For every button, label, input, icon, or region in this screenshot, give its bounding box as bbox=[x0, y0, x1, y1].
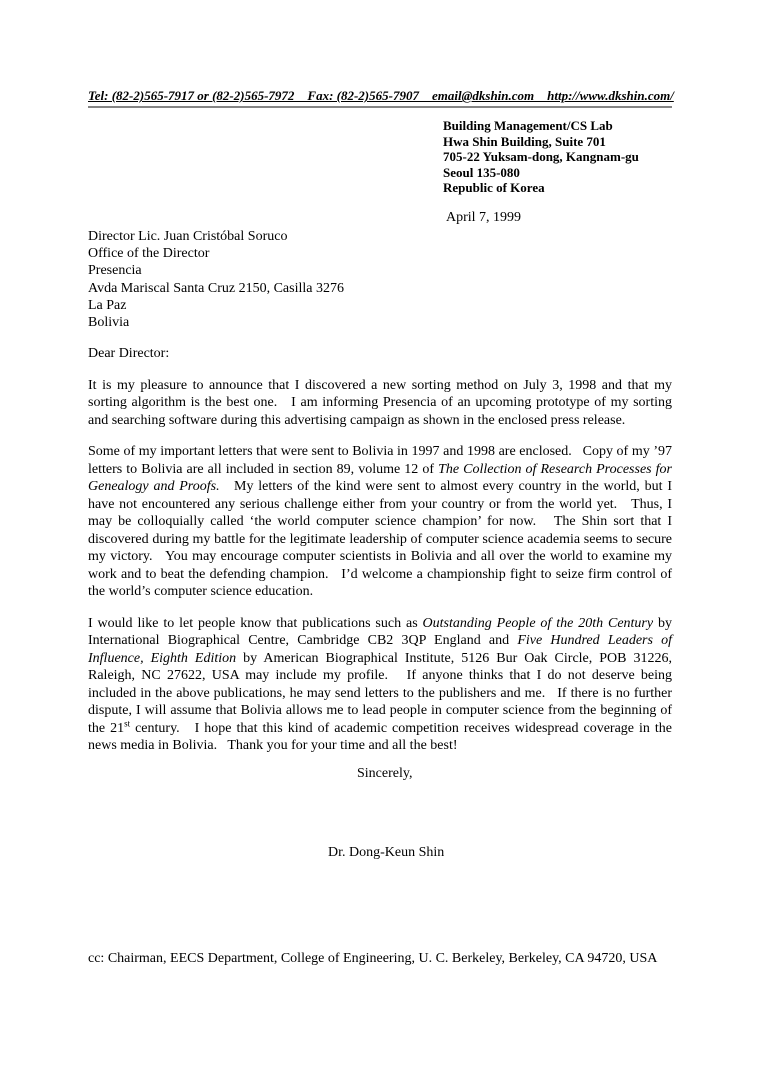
recipient-name-line: Director Lic. Juan Cristóbal Soruco bbox=[88, 229, 288, 244]
valediction: Sincerely, bbox=[357, 765, 413, 781]
publication-title-outstanding-people: Outstanding People of the 20th Century bbox=[422, 615, 654, 631]
paragraph-2-text-a: Some of my important letters that were sent to Bolivia in 1997 and 1998 are enclosed. Copy of my ’97 letters to Bolivia are all included in section 89, volume 12 of bbox=[88, 444, 676, 477]
recipient-address-line-4: Avda Mariscal Santa Cruz 2150, Casilla 3276 bbox=[88, 280, 344, 296]
sender-address-line-2: Hwa Shin Building, Suite 701 bbox=[443, 133, 606, 149]
paragraph-3-text-b: by International Biographical Centre, Cambridge CB2 3QP England and bbox=[88, 615, 676, 649]
publication-title-five-hundred-leaders: Five Hundred Leaders of Influence, Eighth Edition bbox=[88, 633, 676, 666]
letterhead-contact-line: Tel: (82-2)565-7917 or (82-2)565-7972 Fax: (82-2)565-7907 email@dkshin.com http://www.dkshin.com/ bbox=[88, 88, 672, 108]
recipient-address-line-3: Presencia bbox=[88, 263, 142, 279]
ordinal-suffix: st bbox=[124, 718, 131, 729]
paragraph-3-text-c: by American Biographical Institute, 5126 Bur Oak Circle, POB 31226, Raleigh, NC 27622, USA may include my profile. If anyone thinks that I do not deserve being included in the above publications, he may send letters to the publishers and me. If there is no further dispute, I will assume that Bolivia allows me to lead people in computer science from the beginning of the 21 bbox=[88, 650, 676, 736]
paragraph-2-text-b: My letters of the kind were sent to almost every country in the world, but I have not encountered any serious challenge either from your country or from the world yet. Thus, I may be colloquially called ‘the world computer science champion’ for now. The Shin sort that I discovered during my battle for the legitimate leadership of computer science academia seems to secure my victory. You may encourage computer scientists in Bolivia and all over the world to examine my work and to beat the defending champion. I’d welcome a championship fight to seize firm control of the world’s computer science education. bbox=[88, 479, 676, 600]
recipient-address-line-6: Bolivia bbox=[88, 315, 130, 331]
sender-address-line-3: 705-22 Yuksam-dong, Kangnam-gu bbox=[443, 149, 639, 164]
publication-title-collection: The Collection of Research Processes for Genealogy and Proofs. bbox=[88, 461, 676, 495]
body-paragraph-2 bbox=[88, 443, 676, 601]
sender-address-line-4: Seoul 135-080 bbox=[443, 164, 520, 180]
sender-address-line-1: Building Management/CS Lab bbox=[443, 118, 613, 133]
paragraph-3-text-a: I would like to let people know that publications such as bbox=[88, 615, 423, 631]
signatory-name: Dr. Dong-Keun Shin bbox=[328, 845, 445, 861]
recipient-address-line-5: La Paz bbox=[88, 297, 127, 313]
body-paragraph-1 bbox=[88, 377, 676, 430]
paragraph-3-text-d: century. I hope that this kind of academic competition receives widespread coverage in the news media in Bolivia. Thank you for your time and all the best! bbox=[88, 720, 676, 754]
cc-line: cc: Chairman, EECS Department, College of Engineering, U. C. Berkeley, Berkeley, CA 94720, USA bbox=[88, 950, 658, 966]
sender-address-line-5: Republic of Korea bbox=[443, 180, 545, 195]
body-paragraph-3 bbox=[88, 615, 676, 755]
recipient-address-block bbox=[88, 228, 672, 331]
salutation: Dear Director: bbox=[88, 346, 170, 362]
letter-date: April 7, 1999 bbox=[446, 209, 522, 225]
paragraph-1-text: It is my pleasure to announce that I discovered a new sorting method on July 3, 1998 and that my sorting algorithm is the best one. I am informing Presencia of an upcoming prototype of my sorting and searching software during this advertising campaign as shown in the enclosed press release. bbox=[88, 377, 676, 428]
sender-address-block bbox=[443, 118, 672, 196]
recipient-address-line-2: Office of the Director bbox=[88, 246, 210, 262]
